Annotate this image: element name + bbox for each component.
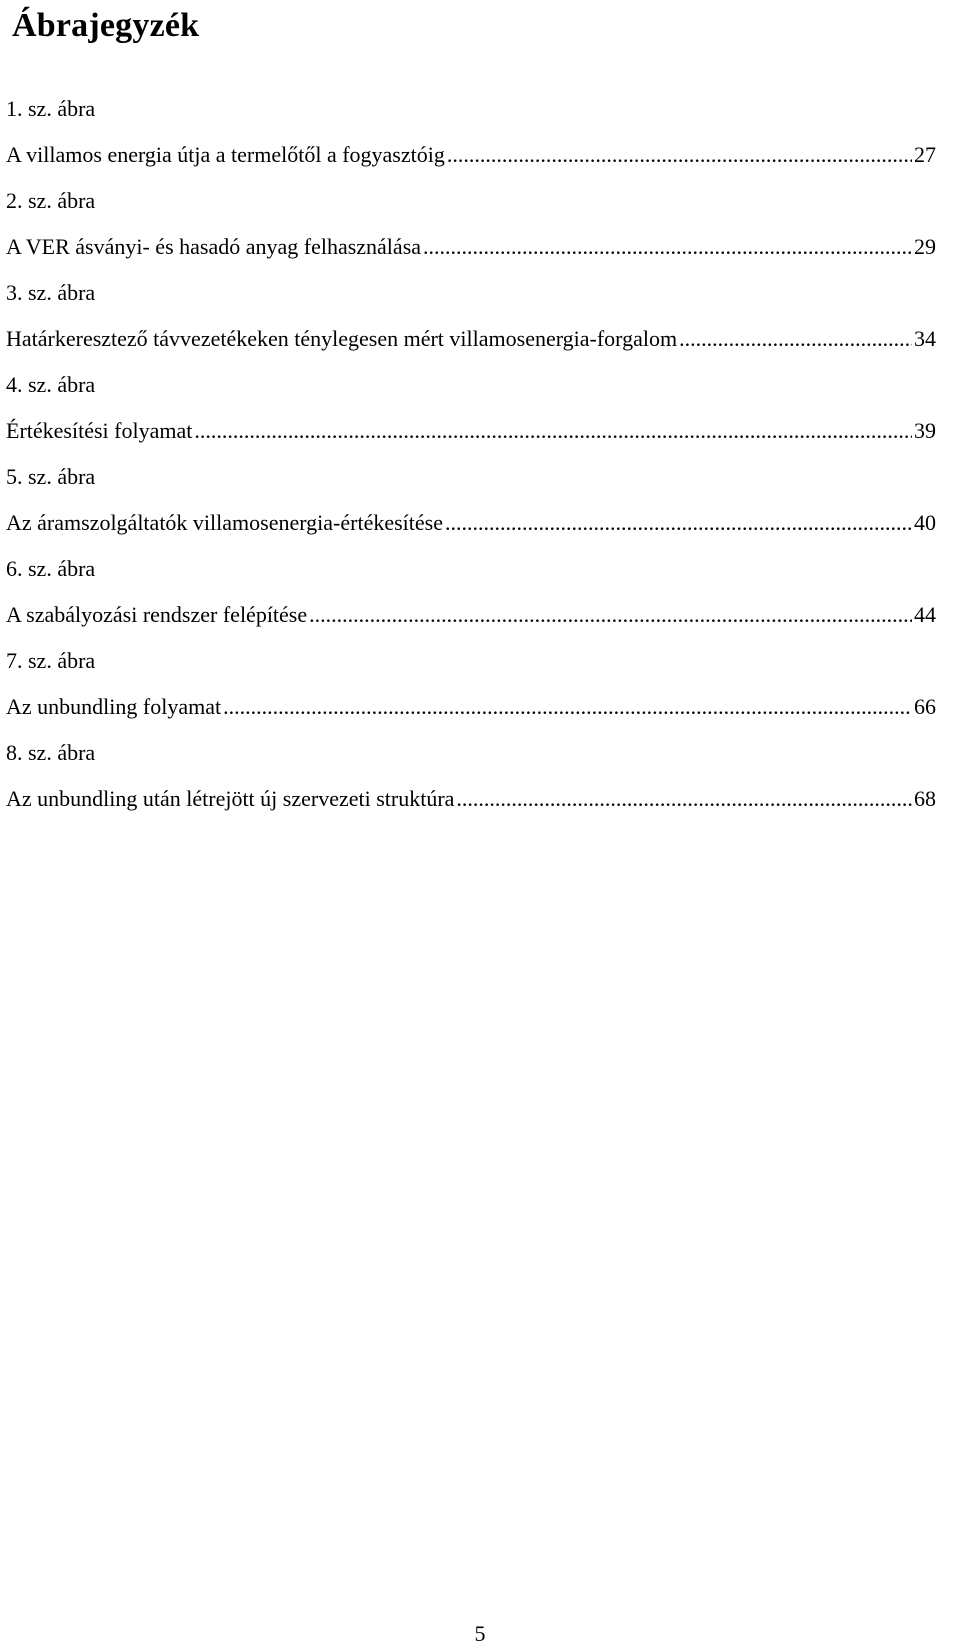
figure-caption: A szabályozási rendszer felépítése: [6, 602, 308, 627]
figure-caption: A VER ásványi- és hasadó anyag felhasználása: [6, 234, 422, 259]
figure-page-number: 39: [914, 418, 936, 443]
list-item: [6, 178, 936, 270]
page-title: Ábrajegyzék: [12, 7, 200, 44]
figure-number: 2. sz. ábra: [6, 188, 96, 213]
figure-number: 6. sz. ábra: [6, 556, 96, 581]
figure-link[interactable]: [6, 776, 936, 822]
figure-page-number: 40: [914, 510, 936, 535]
page-number: 5: [474, 1621, 486, 1646]
list-item: [6, 454, 936, 546]
figure-link[interactable]: [6, 408, 936, 454]
dot-leader: [223, 684, 912, 730]
list-item: [6, 638, 936, 730]
figure-number: 5. sz. ábra: [6, 464, 96, 489]
figure-link[interactable]: [6, 224, 936, 270]
figure-link[interactable]: [6, 684, 936, 730]
list-item: [6, 270, 936, 362]
figure-page-number: 29: [914, 234, 936, 259]
dot-leader: [679, 316, 912, 362]
figure-number: 7. sz. ábra: [6, 648, 96, 673]
figure-page-number: 34: [914, 326, 936, 351]
figure-link[interactable]: [6, 316, 936, 362]
list-item: [6, 546, 936, 638]
figure-caption: A villamos energia útja a termelőtől a fogyasztóig: [6, 142, 445, 167]
figure-link[interactable]: [6, 592, 936, 638]
figure-page-number: 44: [914, 602, 936, 627]
dot-leader: [309, 592, 912, 638]
figure-page-number: 68: [914, 786, 936, 811]
list-item: [6, 86, 936, 178]
list-item: [6, 730, 936, 822]
figure-list: [6, 86, 936, 822]
dot-leader: [456, 776, 912, 822]
list-item: [6, 362, 936, 454]
dot-leader: [423, 224, 912, 270]
figure-page-number: 66: [914, 694, 936, 719]
figure-caption: Az áramszolgáltatók villamosenergia-értékesítése: [6, 510, 443, 535]
dot-leader: [445, 500, 912, 546]
dot-leader: [194, 408, 912, 454]
figure-link[interactable]: [6, 500, 936, 546]
figure-link[interactable]: [6, 132, 936, 178]
figure-caption: Határkeresztező távvezetékeken ténylegesen mért villamosenergia-forgalom: [6, 326, 678, 351]
figure-number: 8. sz. ábra: [6, 740, 96, 765]
figure-number: 3. sz. ábra: [6, 280, 96, 305]
figure-caption: Értékesítési folyamat: [6, 418, 193, 443]
figure-page-number: 27: [914, 142, 936, 167]
figure-caption: Az unbundling folyamat: [6, 694, 222, 719]
figure-number: 4. sz. ábra: [6, 372, 96, 397]
figure-caption: Az unbundling után létrejött új szervezeti struktúra: [6, 786, 455, 811]
figure-number: 1. sz. ábra: [6, 96, 96, 121]
dot-leader: [447, 132, 912, 178]
